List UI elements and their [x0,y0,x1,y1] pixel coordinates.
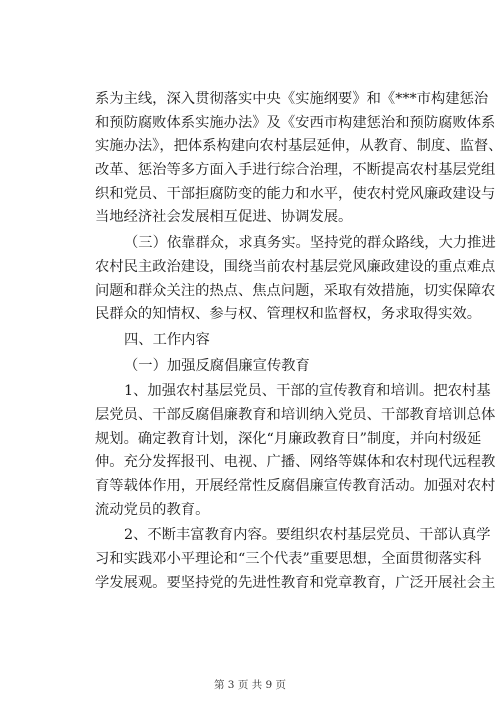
paragraph-first-line: （三）依靠群众，求真务实。坚持党的群众路线，大力推进 [124,235,496,252]
text-line: 育等载体作用，开展经常性反腐倡廉宣传教育活动。加强对农村 [95,478,496,494]
text-line: 当地经济社会发展相互促进、协调发展。 [95,209,353,226]
text-line: 习和实践邓小平理论和“三个代表”重要思想，全面贯彻落实科 [95,551,482,568]
text-line: 规划。确定教育计划，深化“月廉政教育日”制度，并向村级延 [95,430,482,447]
text-line: 织和党员、干部拒腐防变的能力和水平，使农村党风廉政建设与 [95,185,496,202]
text-line: 学发展观。要坚持党的先进性教育和党章教育，广泛开展社会主 [95,574,496,591]
subsection-heading: （一）加强反腐倡廉宣传教育 [124,357,310,374]
paragraph-first-line: 1、加强农村基层党员、干部的宣传教育和培训。把农村基 [124,383,491,400]
text-line: 流动党员的教育。 [95,501,210,518]
body-text [95,88,502,595]
text-line: 实施办法》，把体系构建向农村基层延伸，从教育、制度、监督、 [95,138,502,155]
section-heading: 四、工作内容 [124,331,210,348]
text-line: 问题和群众关注的热点、焦点问题，采取有效措施，切实保障农 [95,282,496,299]
text-line: 改革、惩治等多方面入手进行综合治理，不断提高农村基层党组 [95,162,496,179]
text-line: 和预防腐败体系实施办法》及《安西市构建惩治和预防腐败体系 [95,114,496,131]
text-line: 农村民主政治建设，围绕当前农村基层党风廉政建设的重点难点 [95,258,496,275]
text-line: 层党员、干部反腐倡廉教育和培训纳入党员、干部教育培训总体 [95,406,496,423]
page-number-footer: 第 3 页 共 9 页 [213,679,287,691]
text-line: 民群众的知情权、参与权、管理权和监督权，务求取得实效。 [95,306,482,323]
text-line: 系为主线，深入贯彻落实中央《实施纲要》和《***市构建惩治 [95,91,489,107]
text-line: 伸。充分发挥报刊、电视、广播、网络等媒体和农村现代远程教 [95,454,496,471]
paragraph-first-line: 2、不断丰富教育内容。要组织农村基层党员、干部认真学 [124,527,491,544]
